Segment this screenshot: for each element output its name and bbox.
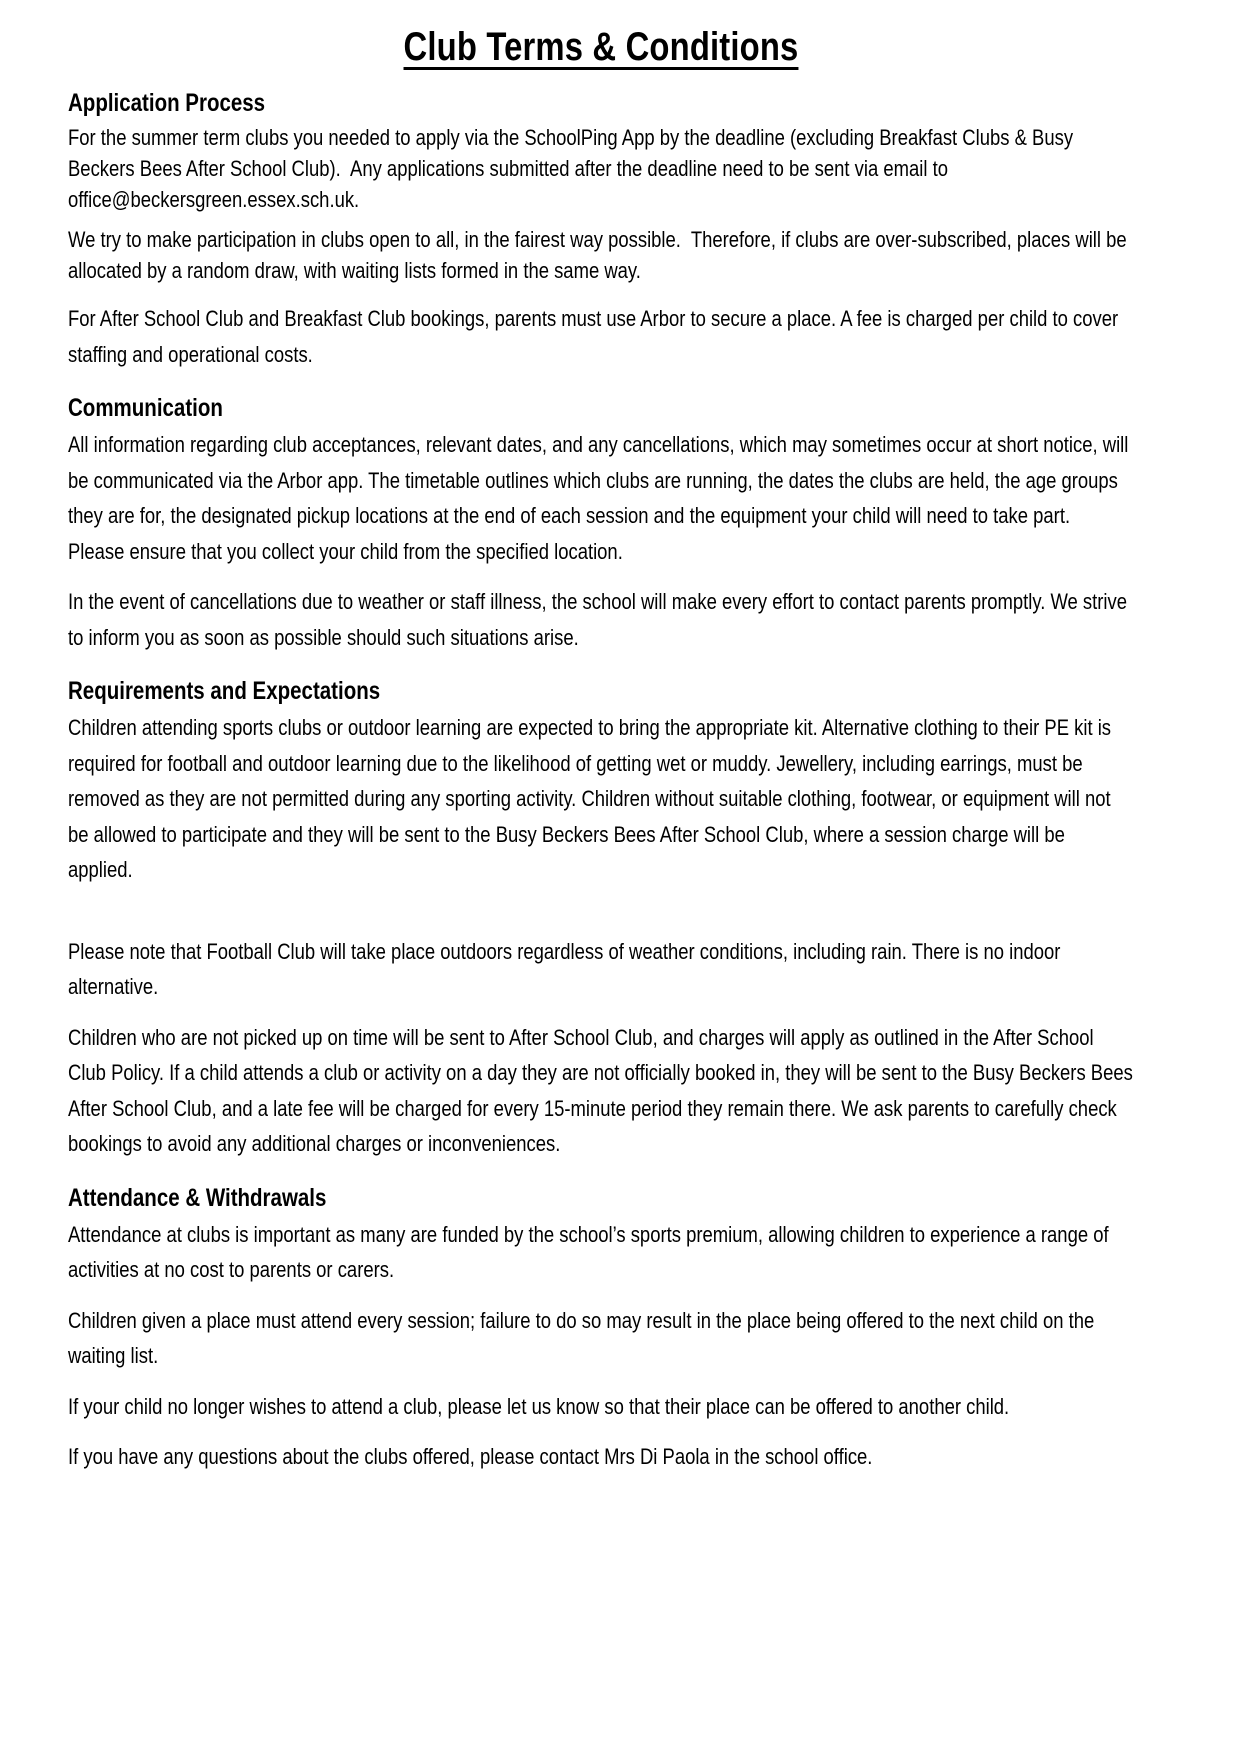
section-requirements-and-expectations: [68, 676, 1137, 1162]
paragraph-attend-every-session: Children given a place must attend every session; failure to do so may result in the place being offered to the next child on the waiting list.: [68, 1307, 1100, 1368]
paragraph-contact-office: If you have any questions about the clubs offered, please contact Mrs Di Paola in the school office.: [68, 1444, 873, 1469]
paragraph-arbor-app-info: All information regarding club acceptances, relevant dates, and any cancellations, which may sometimes occur at short notice, will be communicated via the Arbor app. The timetable outlines which clubs are running, the dates the clubs are held, the age groups they are for, the designated pickup locations at the end of each session and the equipment your child will need to take part. Please ensure that you collect your child from the specified location.: [68, 432, 1134, 564]
section-attendance-and-withdrawals: [68, 1183, 1134, 1475]
paragraph-football-outdoors: Please note that Football Club will take place outdoors regardless of weather conditions, including rain. There is no indoor alternative.: [68, 938, 1066, 999]
section-heading-attendance-and-withdrawals: Attendance & Withdrawals: [68, 1183, 327, 1212]
section-heading-requirements-and-expectations: Requirements and Expectations: [68, 677, 381, 705]
paragraph-withdrawal-notice: If your child no longer wishes to attend a club, please let us know so that their place can be offered to another child.: [68, 1393, 1010, 1419]
document-content: [68, 22, 1137, 1475]
paragraph-arbor-bookings: For After School Club and Breakfast Club bookings, parents must use Arbor to secure a place. A fee is charged per child to cover staffing and operational costs.: [68, 306, 1124, 367]
paragraph-sports-premium: Attendance at clubs is important as many are funded by the school’s sports premium, allowing children to experience a range of activities at no cost to parents or carers.: [68, 1221, 1114, 1282]
paragraph-cancellations: In the event of cancellations due to weather or staff illness, the school will make every effort to contact parents promptly. We strive to inform you as soon as possible should such situations arise.: [68, 589, 1133, 650]
paragraph-random-draw: We try to make participation in clubs open to all, in the fairest way possible. Therefore, if clubs are over-subscribed, places will be allocated by a random draw, with waiting lists formed in the same way.: [68, 227, 1132, 283]
section-application-process: [68, 88, 1134, 372]
paragraph-kit-requirements: Children attending sports clubs or outdoor learning are expected to bring the appropriate kit. Alternative clothing to their PE kit is required for football and outdoor learning due to the likelihood of getting wet or muddy. Jewellery, including earrings, must be removed as they are not permitted during any sporting activity. Children without suitable clothing, footwear, or equipment will not be allowed to participate and they will be sent to the Busy Beckers Bees After School Club, where a session charge will be applied.: [68, 715, 1117, 882]
section-communication: [68, 393, 1134, 655]
section-heading-communication: Communication: [68, 394, 223, 422]
paragraph-application-deadline: For the summer term clubs you needed to apply via the SchoolPing App by the deadline (excluding Breakfast Clubs & Busy Beckers Bees After School Club). Any applications submitted after the deadline need to be sent via email to office@beckersgreen.essex.sch.uk.: [68, 125, 1079, 212]
section-heading-application-process: Application Process: [68, 89, 266, 117]
paragraph-late-pickup-charges: Children who are not picked up on time will be sent to After School Club, and charges will apply as outlined in the After School Club Policy. If a child attends a club or activity on a day they are not officially booked in, they will be sent to the Busy Beckers Bees After School Club, and a late fee will be charged for every 15-minute period they remain there. We ask parents to carefully check bookings to avoid any additional charges or inconveniences.: [68, 1024, 1137, 1156]
page-title: Club Terms & Conditions: [403, 25, 799, 69]
